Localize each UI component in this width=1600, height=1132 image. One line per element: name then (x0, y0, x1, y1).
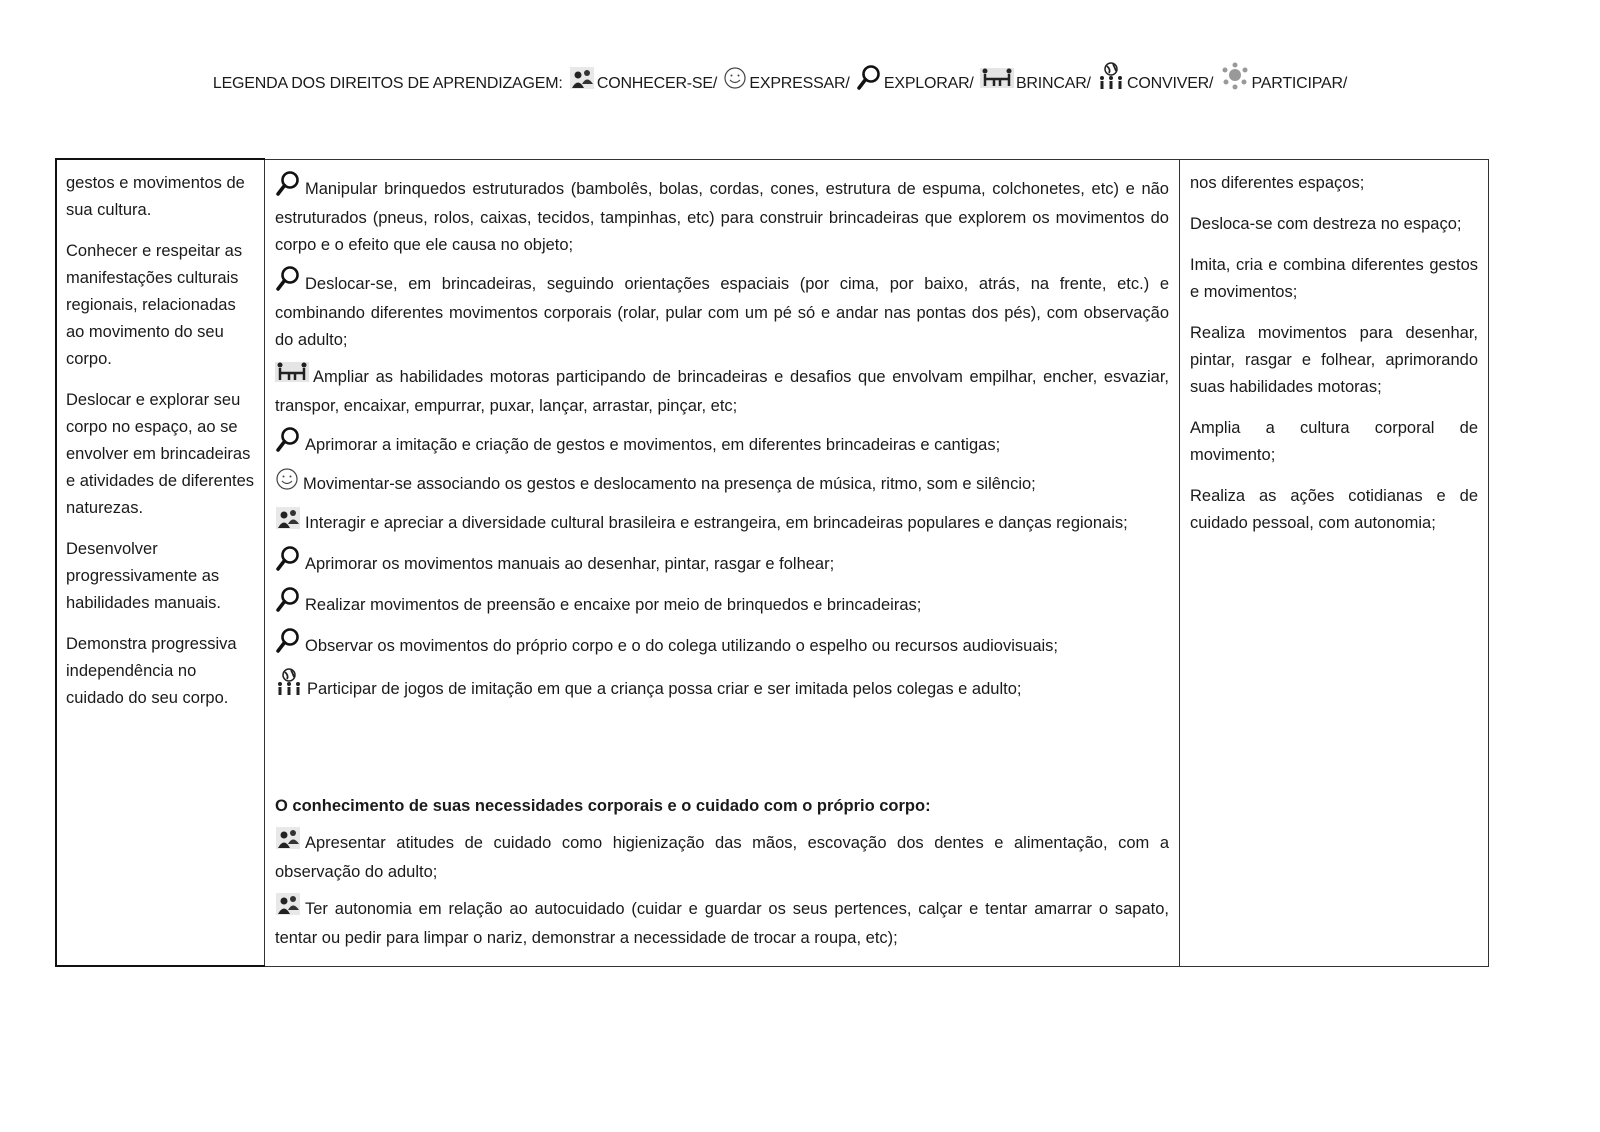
people-icon (275, 826, 301, 859)
activity-text: Deslocar-se, em brincadeiras, seguindo orientações espaciais (por cima, por baixo, atrás, na frente, etc.) e combinando diferentes movimentos corporais (rolar, pular com um pé só e andar nas pontas dos pés), com observação do adulto; (275, 274, 1169, 349)
magnifier-icon (856, 64, 882, 95)
paragraph: Desloca-se com destreza no espaço; (1190, 214, 1462, 233)
paragraph: Realiza as ações cotidianas e de cuidado pessoal, com autonomia; (1190, 486, 1478, 532)
section-heading: O conhecimento de suas necessidades corporais e o cuidado com o próprio corpo: (275, 796, 931, 815)
magnifier-icon (275, 170, 301, 205)
legend-item-label: EXPRESSAR/ (749, 75, 850, 92)
content-table (55, 158, 1489, 967)
play-icon (275, 360, 309, 393)
paragraph: Imita, cria e combina diferentes gestos e movimentos; (1190, 255, 1478, 301)
play-icon (980, 66, 1014, 95)
activity-item (275, 586, 1169, 621)
legend-item-label: PARTICIPAR/ (1251, 75, 1348, 92)
magnifier-icon (275, 426, 301, 461)
activity-text: Aprimorar os movimentos manuais ao desenhar, pintar, rasgar e folhear; (305, 554, 835, 573)
paragraph: Deslocar e explorar seu corpo no espaço, ao se envolver em brincadeiras e atividades de diferentes naturezas. (66, 391, 255, 517)
activity-text: Movimentar-se associando os gestos e deslocamento na presença de música, ritmo, som e silêncio; (303, 474, 1036, 493)
paragraph: Conhecer e respeitar as manifestações culturais regionais, relacionadas ao movimento do seu corpo. (66, 242, 243, 368)
activity-text: Manipular brinquedos estruturados (bambolês, bolas, cordas, cones, estrutura de espuma, colchonetes, etc) e não estruturados (pneus, rolos, caixas, tecidos, tampinhas, etc) para construir brincadeiras que explorem os movimentos do corpo e o efeito que ele causa no objeto; (275, 179, 1169, 254)
activity-item (275, 627, 1169, 662)
legend-item-label: BRINCAR/ (1015, 75, 1091, 92)
activity-item (275, 668, 1169, 705)
legend-item-label: CONVIVER/ (1127, 75, 1214, 92)
magnifier-icon (275, 627, 301, 662)
activity-item (275, 426, 1169, 461)
paragraph: nos diferentes espaços; (1190, 173, 1365, 192)
activity-text: Ampliar as habilidades motoras participando de brincadeiras e desafios que envolvam empilhar, encher, esvaziar, transpor, encaixar, empurrar, puxar, lançar, arrastar, pinçar, etc; (275, 367, 1169, 415)
paragraph: Realiza movimentos para desenhar, pintar, rasgar e folhear, aprimorando suas habilidades motoras; (1190, 323, 1478, 396)
community-icon (275, 668, 303, 705)
objectives-column (56, 159, 265, 966)
people-icon (275, 892, 301, 925)
smiley-icon (723, 66, 747, 95)
magnifier-icon (275, 545, 301, 580)
activity-text: Aprimorar a imitação e criação de gestos e movimentos, em diferentes brincadeiras e cantigas; (305, 435, 1001, 454)
magnifier-icon (275, 586, 301, 621)
activity-text: Apresentar atitudes de cuidado como higienização das mãos, escovação dos dentes e alimentação, com a observação do adulto; (275, 833, 1169, 881)
activity-item (275, 545, 1169, 580)
activity-item (275, 360, 1169, 420)
outcomes-column (1180, 159, 1489, 966)
activity-text: Observar os movimentos do próprio corpo e o do colega utilizando o espelho ou recursos audiovisuais; (305, 636, 1059, 655)
activity-item (275, 265, 1169, 354)
legend-title: LEGENDA DOS DIREITOS DE APRENDIZAGEM: (212, 75, 563, 92)
legend-item-label: CONHECER-SE/ (596, 75, 718, 92)
smiley-icon (275, 467, 299, 500)
paragraph: Demonstra progressiva independência no cuidado do seu corpo. (66, 635, 237, 707)
paragraph: Desenvolver progressivamente as habilidades manuais. (66, 540, 222, 612)
people-icon (569, 66, 595, 95)
legend-item-label: EXPLORAR/ (883, 75, 974, 92)
activity-text: Ter autonomia em relação ao autocuidado (cuidar e guardar os seus pertences, calçar e tentar amarrar o sapato, tentar ou pedir para limpar o nariz, demonstrar a necessidade de trocar a roupa, etc); (275, 899, 1169, 947)
activity-item (275, 506, 1169, 539)
legend (0, 62, 1560, 95)
activity-item (275, 826, 1169, 886)
magnifier-icon (275, 265, 301, 300)
activity-text: Participar de jogos de imitação em que a criança possa criar e ser imitada pelos colegas e adulto; (307, 679, 1022, 698)
community-icon (1097, 62, 1125, 95)
activity-text: Realizar movimentos de preensão e encaixe por meio de brinquedos e brincadeiras; (305, 595, 922, 614)
participate-icon (1220, 62, 1250, 95)
activity-item (275, 170, 1169, 259)
paragraph: Amplia a cultura corporal de movimento; (1190, 418, 1478, 464)
activity-item (275, 892, 1169, 952)
activity-item (275, 467, 1169, 500)
paragraph: gestos e movimentos de sua cultura. (66, 174, 245, 219)
people-icon (275, 506, 301, 539)
activities-column (265, 159, 1180, 966)
activity-text: Interagir e apreciar a diversidade cultural brasileira e estrangeira, em brincadeiras populares e danças regionais; (305, 513, 1128, 532)
